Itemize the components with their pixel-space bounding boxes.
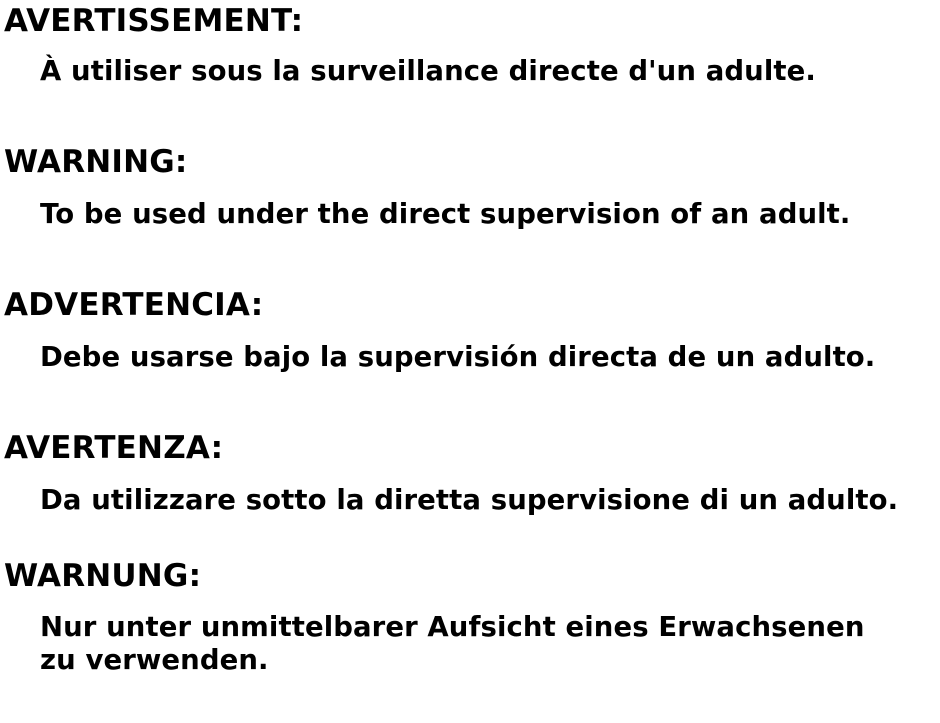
- warning-heading-german: WARNUNG:: [4, 558, 202, 595]
- warning-heading-english: WARNING:: [4, 144, 188, 181]
- warning-text-german-line2: zu verwenden.: [40, 644, 269, 677]
- warning-text-german-line1: Nur unter unmittelbarer Aufsicht eines Erwachsenen: [40, 610, 865, 643]
- warning-block-spanish: [0, 288, 940, 373]
- warning-text-spanish: Debe usarse bajo la supervisión directa de un adulto.: [40, 340, 876, 373]
- warning-block-english: [0, 145, 940, 230]
- warning-block-german: [0, 559, 940, 677]
- warning-heading-spanish: ADVERTENCIA:: [4, 287, 264, 324]
- warning-text-english: To be used under the direct supervision of an adult.: [40, 197, 851, 230]
- warning-block-french: [0, 4, 940, 87]
- warning-heading-french: AVERTISSEMENT:: [4, 3, 304, 39]
- warning-text-italian: Da utilizzare sotto la diretta supervisione di un adulto.: [40, 483, 899, 516]
- warning-text-french: À utiliser sous la surveillance directe d'un adulte.: [40, 54, 816, 87]
- warning-heading-italian: AVERTENZA:: [4, 430, 224, 467]
- warning-block-italian: [0, 431, 940, 516]
